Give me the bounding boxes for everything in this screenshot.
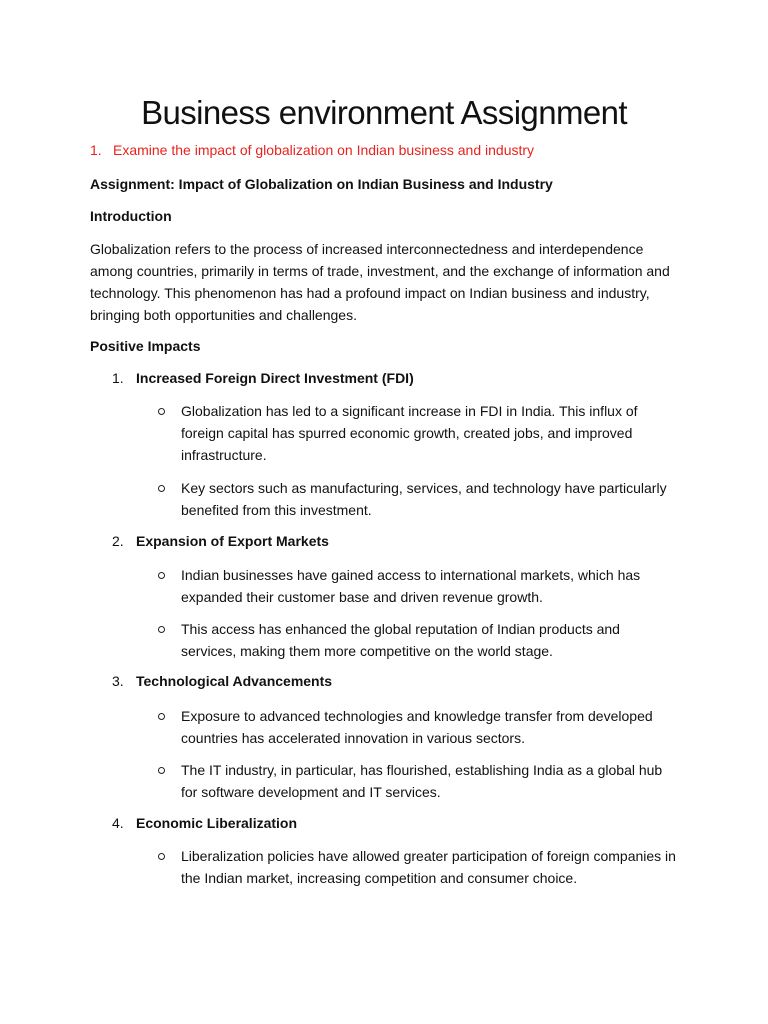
hollow-circle-bullet-icon <box>158 572 165 579</box>
list-item-number: 1. <box>112 370 124 386</box>
list-item-title: Expansion of Export Markets <box>136 533 329 549</box>
bullet-text: The IT industry, in particular, has flourished, establishing India as a global hub for software development and IT services. <box>181 762 663 800</box>
list-item-title: Increased Foreign Direct Investment (FDI) <box>136 370 414 386</box>
positive-impacts-heading: Positive Impacts <box>90 338 201 354</box>
list-item-heading <box>112 815 297 831</box>
introduction-paragraph: Globalization refers to the process of increased interconnectedness and interdependence among countries, primarily in terms of trade, investment, and the exchange of information and technology. This phenomenon has had a profound impact on Indian business and industry, bringing both opportunities and challenges. <box>90 241 670 323</box>
list-item-title: Technological Advancements <box>136 673 333 689</box>
document-title: Business environment Assignment <box>141 94 627 131</box>
assignment-heading: Assignment: Impact of Globalization on Indian Business and Industry <box>90 176 553 192</box>
bullet-text: Liberalization policies have allowed greater participation of foreign companies in the Indian market, increasing competition and consumer choice. <box>181 848 676 886</box>
hollow-circle-bullet-icon <box>158 853 165 860</box>
bullet-text: Globalization has led to a significant increase in FDI in India. This influx of foreign capital has spurred economic growth, created jobs, and improved infrastructure. <box>181 403 638 463</box>
hollow-circle-bullet-icon <box>158 767 165 774</box>
list-item-number: 2. <box>112 533 124 549</box>
list-item-title: Economic Liberalization <box>136 815 298 831</box>
hollow-circle-bullet-icon <box>158 485 165 492</box>
hollow-circle-bullet-icon <box>158 408 165 415</box>
list-item-number: 4. <box>112 815 124 831</box>
bullet-text: Indian businesses have gained access to international markets, which has expanded their customer base and driven revenue growth. <box>181 567 641 605</box>
question-number: 1. <box>90 142 102 158</box>
hollow-circle-bullet-icon <box>158 713 165 720</box>
bullet-text: This access has enhanced the global reputation of Indian products and services, making them more competitive on the world stage. <box>181 621 620 659</box>
list-item-number: 3. <box>112 673 124 689</box>
list-item-heading <box>112 370 414 386</box>
list-item-heading <box>112 533 329 549</box>
bullet-text: Exposure to advanced technologies and knowledge transfer from developed countries has accelerated innovation in various sectors. <box>181 708 653 746</box>
list-item-heading <box>112 673 332 689</box>
question-line <box>90 142 534 158</box>
question-text: Examine the impact of globalization on Indian business and industry <box>113 142 535 158</box>
introduction-heading: Introduction <box>90 208 172 224</box>
hollow-circle-bullet-icon <box>158 626 165 633</box>
bullet-text: Key sectors such as manufacturing, services, and technology have particularly benefited from this investment. <box>181 480 667 518</box>
